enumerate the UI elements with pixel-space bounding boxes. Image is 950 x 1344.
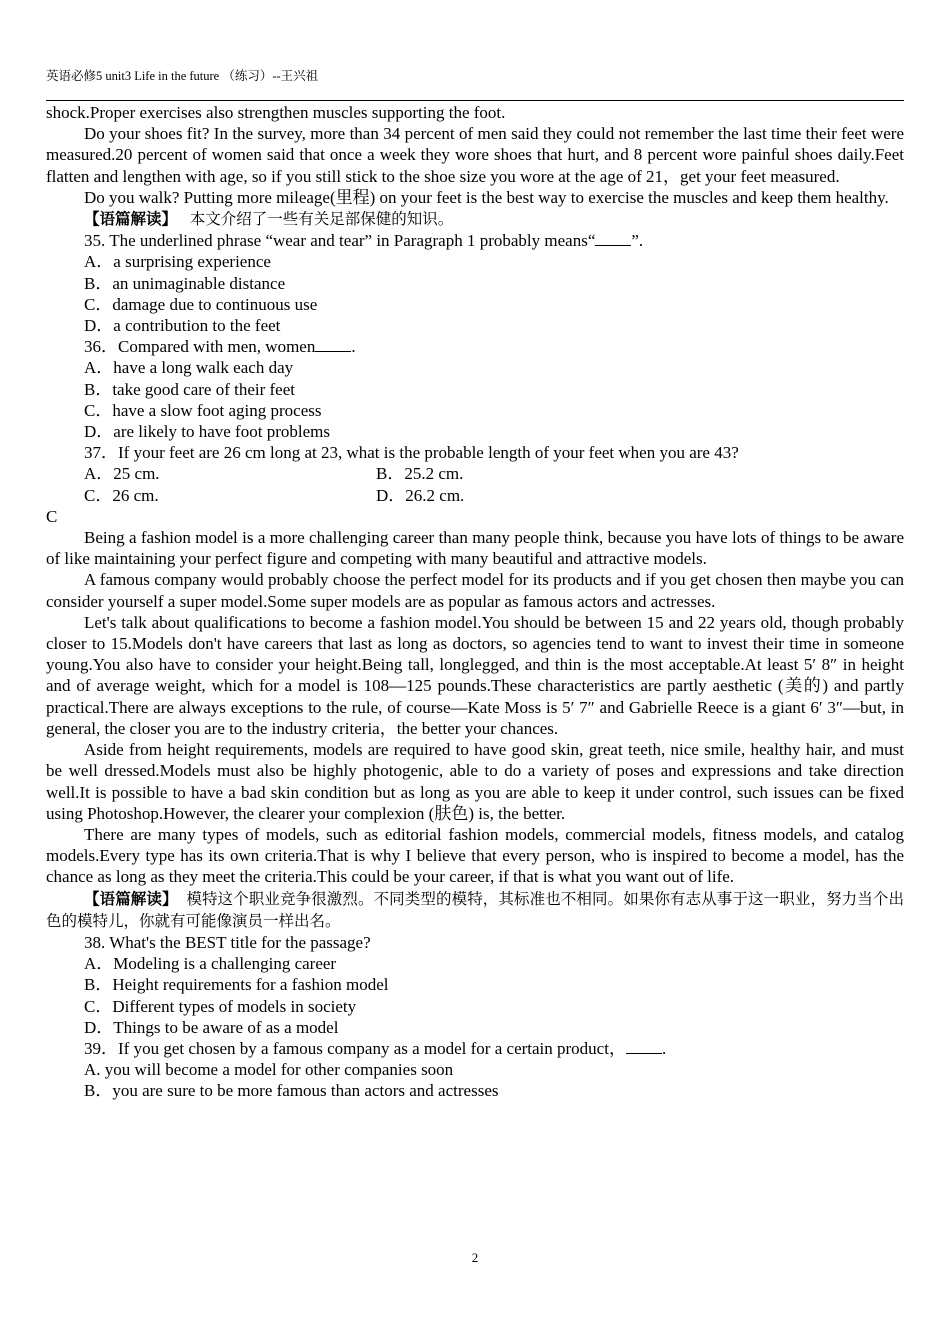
option-a: A. you will become a model for other companies soon	[84, 1060, 454, 1080]
question-39: 39．If you get chosen by a famous company as a model for a certain product， .	[84, 1038, 667, 1058]
option-row	[46, 485, 904, 506]
analysis-b	[46, 208, 904, 230]
option-c: C．have a slow foot aging process	[84, 400, 322, 420]
answer-blank	[315, 337, 351, 352]
analysis-text: 本文介绍了一些有关足部保健的知识。	[189, 210, 454, 229]
analysis-label: 【语篇解读】	[84, 889, 178, 908]
option-row	[46, 463, 904, 484]
option-d: D．26.2 cm.	[376, 485, 465, 505]
header-rule	[46, 100, 904, 101]
option-a: A．25 cm.	[84, 464, 160, 484]
option-b: B．Height requirements for a fashion model	[84, 975, 389, 995]
passage-c-paragraph: Being a fashion model is a more challenging career than many people think, because you have lots of things to be aware of like maintaining your perfect figure and competing with many beautiful and attractive models.	[46, 528, 904, 569]
analysis-label: 【语篇解读】	[84, 210, 178, 229]
question-stem: 36．Compared with men, women	[84, 337, 316, 357]
question-37: 37．If your feet are 26 cm long at 23, what is the probable length of your feet when you are 43?	[84, 443, 739, 463]
analysis-text: 模特这个职业竞争很激烈。不同类型的模特，其标准也不相同。如果你有志从事于这一职业，努力当个出色的模特儿，你就有可能像演员一样出名。	[46, 889, 904, 930]
passage-b-paragraph: Do your shoes fit? In the survey, more than 34 percent of men said they could not remember the last time their feet were measured.20 percent of women said that once a week they wore shoes that hurt, and 8 percent wore painful shoes daily.Feet flatten and lengthen with age, so if you still stick to the shoe size you wore at the age of 21，get your feet measured.	[46, 124, 904, 186]
option-c: C．damage due to continuous use	[84, 294, 318, 314]
page-header: 英语必修5 unit3 Life in the future （练习）--王兴祖	[46, 69, 319, 83]
answer-blank	[626, 1039, 662, 1054]
option-a: A．have a long walk each day	[84, 358, 294, 378]
option-c: C．Different types of models in society	[84, 996, 357, 1016]
passage-c-paragraph: Let's talk about qualifications to become a fashion model.You should be between 15 and 22 years old, though probably closer to 15.Models don't have careers that last as long as doctors, so agencies tend to want to invest their time in someone young.You also have to consider your height.Being tall, longlegged, and thin is the most acceptable.At least 5′ 8″ in height and of average weight, which for a model is 108—125 pounds.These characteristics are partly aesthetic (美的) and partly practical.There are always exceptions to the rule, of course—Kate Moss is 5′ 7″ and Gabrielle Reece is a giant 6′ 3″—but, in general, the closer you are to the industry criteria，the better your chances.	[46, 612, 904, 738]
question-stem: 39．If you get chosen by a famous company as a model for a certain product，	[84, 1038, 626, 1058]
option-b: B．take good care of their feet	[84, 379, 295, 399]
option-b: B．you are sure to be more famous than actors and actresses	[84, 1081, 499, 1101]
page-number: 2	[471, 1250, 479, 1265]
passage-c-paragraph: Aside from height requirements, models are required to have good skin, great teeth, nice smile, healthy hair, and must be well dressed.Models must also be highly photogenic, able to do a variety of poses and expressions and take direction well.It is possible to have a bad skin condition but as long as you are able to keep it under control, such issues can be fixed using Photoshop.However, the clearer your complexion (肤色) is, the better.	[46, 740, 904, 823]
analysis-c	[46, 888, 904, 932]
question-38: 38. What's the BEST title for the passage?	[84, 932, 371, 952]
question-stem: 35. The underlined phrase “wear and tear” in Paragraph 1 probably means“	[84, 231, 596, 251]
option-a: A．a surprising experience	[84, 252, 271, 272]
option-c: C．26 cm.	[84, 485, 159, 505]
passage-c-paragraph: A famous company would probably choose the perfect model for its products and if you get chosen then maybe you can consider yourself a super model.Some super models are as popular as famous actors and actresses.	[46, 570, 904, 611]
option-a: A．Modeling is a challenging career	[84, 954, 337, 974]
option-d: D．Things to be aware of as a model	[84, 1017, 339, 1037]
question-36: 36．Compared with men, women .	[84, 337, 356, 357]
question-35: 35. The underlined phrase “wear and tear” in Paragraph 1 probably means“ ”.	[84, 231, 644, 251]
answer-blank	[595, 231, 631, 246]
option-b: B．an unimaginable distance	[84, 273, 286, 293]
option-d: D．are likely to have foot problems	[84, 422, 330, 442]
passage-c-paragraph: There are many types of models, such as editorial fashion models, commercial models, fitness models, and catalog models.Every type has its own criteria.That is why I believe that every person, who is inspired to become a model, has the chance as long as they meet the criteria.This could be your career, if that is what you want out of life.	[46, 824, 904, 887]
section-heading-c: C	[46, 506, 58, 526]
option-d: D．a contribution to the feet	[84, 316, 281, 336]
document-body	[46, 102, 904, 1102]
passage-b-paragraph: shock.Proper exercises also strengthen muscles supporting the foot.	[46, 103, 506, 122]
option-b: B．25.2 cm.	[376, 464, 464, 484]
passage-b-paragraph: Do you walk? Putting more mileage(里程) on your feet is the best way to exercise the muscles and keep them healthy.	[84, 187, 889, 207]
